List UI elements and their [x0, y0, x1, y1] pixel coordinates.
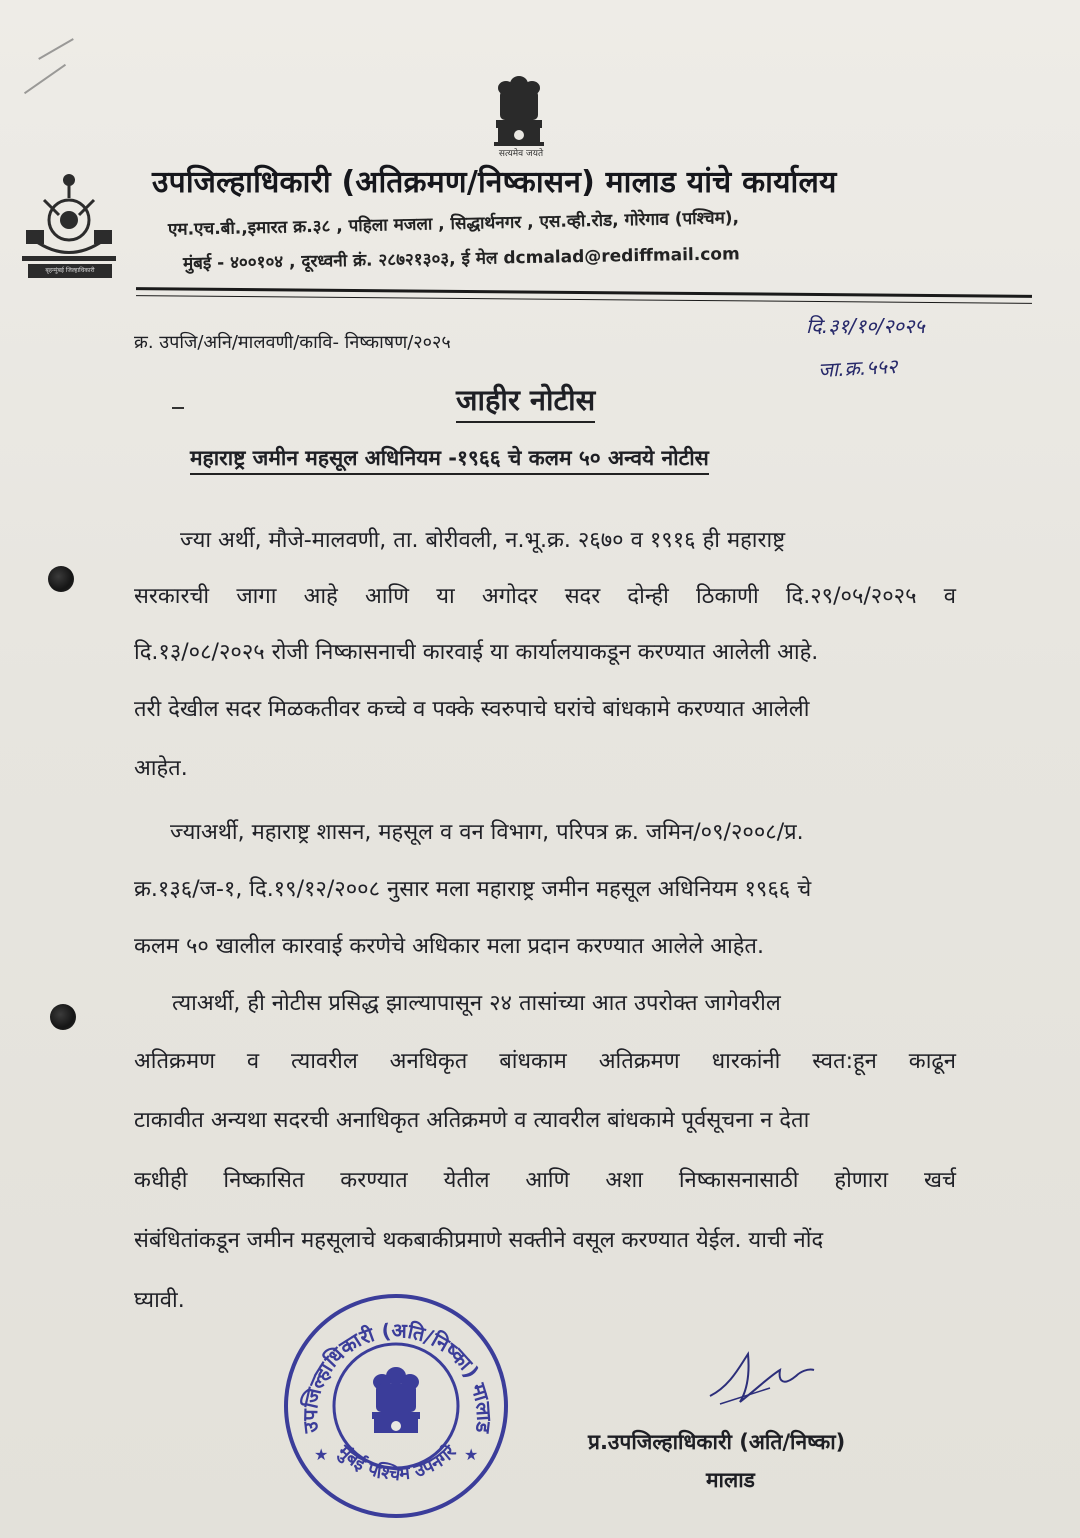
para2-line: कलम ५० खालील कारवाई करणेचे अधिकार मला प्रदान करण्यात आलेले आहेत. [134, 934, 764, 959]
para3-line: घ्यावी. [134, 1288, 185, 1313]
reference-number: क्र. उपजि/अनि/मालवणी/कावि- निष्काषण/२०२५ [134, 332, 451, 353]
para2-line: क्र.१३६/ज-१, दि.१९/१२/२००८ नुसार मला महाराष्ट्र जमीन महसूल अधिनियम १९६६ चे [134, 877, 812, 902]
handwritten-signature [700, 1346, 820, 1416]
seal-star-icon: ★ [464, 1445, 479, 1464]
office-address-line2: मुंबई - ४००१०४ , दूरध्वनी क्रं. २८७२१३०३, ई मेल dcmalad@rediffmail.com [182, 244, 740, 274]
punch-hole [50, 1004, 76, 1030]
svg-text:मुंबई पश्चिम उपनगरे [332, 1440, 461, 1485]
signatory-designation: प्र.उपजिल्हाधिकारी (अति/निष्का) [588, 1430, 846, 1454]
handwritten-date: दि.३१/१०/२०२५ [806, 314, 925, 338]
para3-line: अतिक्रमण व त्यावरील अनधिकृत बांधकाम अतिक्रमण धारकांनी स्वत:हून काढून [134, 1049, 956, 1074]
para3-line: त्याअर्थी, ही नोटीस प्रसिद्ध झाल्यापासून २४ तासांच्या आत उपरोक्त जागेवरील [172, 991, 781, 1016]
para1-line: तरी देखील सदर मिळकतीवर कच्चे व पक्के स्वरुपाचे घरांचे बांधकामे करण्यात आलेली [134, 697, 810, 722]
emblem-motto: सत्यमेव जयते [498, 149, 544, 159]
office-seal [280, 1290, 512, 1522]
scratch-mark [24, 64, 66, 94]
signatory-location: मालाड [706, 1468, 755, 1492]
seal-emblem-icon [372, 1367, 420, 1433]
margin-dash [172, 407, 184, 409]
scratch-mark [38, 38, 74, 60]
para1-line: आहेत. [134, 756, 188, 781]
para2-line: ज्याअर्थी, महाराष्ट्र शासन, महसूल व वन विभाग, परिपत्र क्र. जमिन/०९/२००८/प्र. [170, 820, 804, 845]
seal-bottom-text: मुंबई पश्चिम उपनगरे [333, 1441, 461, 1486]
seal-top-text: उपजिल्हाधिकारी (अति/निष्का) मालाड [297, 1318, 497, 1435]
notice-subheading: महाराष्ट्र जमीन महसूल अधिनियम -१९६६ चे कलम ५० अन्वये नोटीस [190, 444, 709, 475]
para1-line: सरकारची जागा आहे आणि या अगोदर सदर दोन्ही ठिकाणी दि.२९/०५/२०२५ व [134, 584, 956, 609]
para3-line: कधीही निष्कासित करण्यात येतील आणि अशा निष्कासनासाठी होणारा खर्च [134, 1168, 956, 1193]
seal-star-icon: ★ [314, 1445, 329, 1464]
office-title: उपजिल्हाधिकारी (अतिक्रमण/निष्कासन) मालाड यांचे कार्यालय [152, 165, 837, 200]
para3-line: संबंधितांकडून जमीन महसूलाचे थकबाकीप्रमाणे सक्तीने वसूल करण्यात येईल. याची नोंद [134, 1228, 824, 1253]
handwritten-outward-number: जा.क्र.५५२ [817, 353, 898, 383]
para1-line: दि.१३/०८/२०२५ रोजी निष्कासनाची कारवाई या कार्यालयाकडून करण्यात आलेली आहे. [134, 640, 819, 665]
para3-line: टाकावीत अन्यथा सदरची अनाधिकृत अतिक्रमणे व त्यावरील बांधकामे पूर्वसूचना न देता [134, 1108, 810, 1133]
punch-hole [48, 566, 74, 592]
office-address-line1: एम.एच.बी.,इमारत क्र.३८ , पहिला मजला , सिद्धार्थनगर , एस.व्ही.रोड, गोरेगाव (पश्चिम), [167, 208, 740, 240]
para1-line: ज्या अर्थी, मौजे-मालवणी, ता. बोरीवली, न.भू.क्र. २६७० व १९१६ ही महाराष्ट्र [180, 528, 786, 553]
crest-caption: बृहन्मुंबई जिल्हाधिकारी [28, 264, 112, 278]
notice-heading: जाहीर नोटीस [456, 380, 595, 423]
